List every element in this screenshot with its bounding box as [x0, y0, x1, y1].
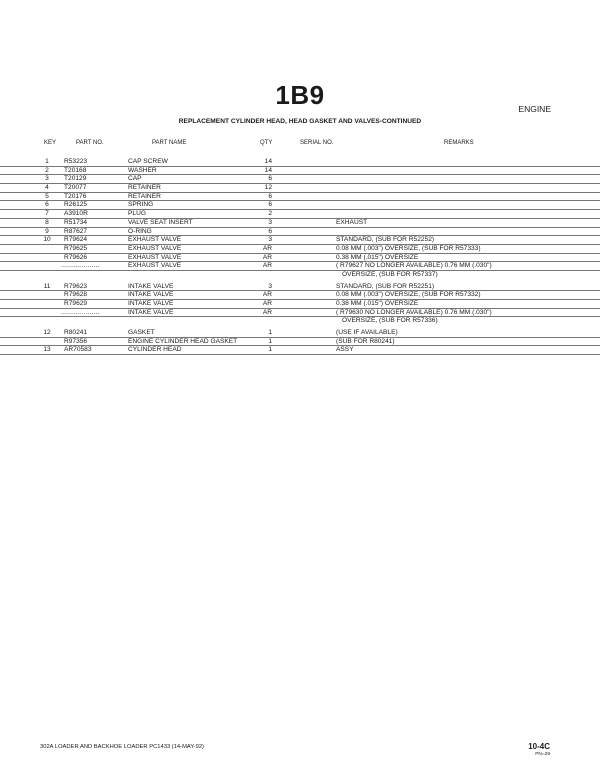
- row-quantity: 14: [264, 166, 272, 174]
- row-remarks: 0.38 MM (.015") OVERSIZE: [336, 253, 419, 261]
- section-subtitle: REPLACEMENT CYLINDER HEAD, HEAD GASKET AND VALVES-CONTINUED: [178, 118, 422, 125]
- row-remarks: 0.38 MM (.015") OVERSIZE: [336, 300, 419, 307]
- table-row: [0, 271, 600, 279]
- table-row: [0, 291, 600, 300]
- row-part-name: EXHAUST VALVE: [128, 253, 182, 261]
- row-part-number: R79623: [64, 282, 88, 290]
- row-key: 9: [45, 227, 49, 235]
- table-row: [0, 346, 600, 355]
- section-label: ENGINE: [518, 104, 551, 114]
- row-quantity: AR: [262, 244, 272, 252]
- row-key: 12: [43, 329, 51, 337]
- row-remarks: (USE IF AVAILABLE): [336, 329, 398, 337]
- row-quantity: 2: [268, 210, 272, 218]
- row-part-number: R79626: [64, 253, 88, 261]
- row-remarks: 0.08 MM (.003") OVERSIZE, (SUB FOR R57333): [336, 244, 481, 252]
- row-quantity: AR: [262, 308, 272, 316]
- footer-document-info: 302A LOADER AND BACKHOE LOADER PC1433 (14-MAY-92): [40, 744, 204, 750]
- table-row: [0, 300, 600, 309]
- row-part-name: EXHAUST VALVE: [128, 262, 182, 270]
- row-part-name: RETAINER: [128, 184, 161, 192]
- row-part-number: R80241: [64, 329, 88, 337]
- table-row: [0, 283, 600, 292]
- row-part-name: PLUG: [128, 210, 146, 218]
- row-part-name: INTAKE VALVE: [128, 282, 174, 290]
- parts-table: [0, 158, 600, 355]
- row-remarks: ( R79627 NO LONGER AVAILABLE) 0.76 MM (.030"): [336, 262, 492, 270]
- table-row: [0, 309, 600, 318]
- row-part-number: R79629: [64, 300, 88, 307]
- table-row: [0, 329, 600, 338]
- column-header-remarks: REMARKS: [444, 140, 474, 146]
- row-part-number: A3910R: [64, 210, 88, 218]
- row-part-number: AR70583: [64, 346, 92, 354]
- row-part-name: EXHAUST VALVE: [128, 244, 182, 252]
- row-part-name: ENGINE CYLINDER HEAD GASKET: [128, 337, 238, 345]
- row-quantity: 1: [268, 346, 272, 354]
- row-remarks: (SUB FOR R80241): [336, 337, 395, 345]
- row-key: 6: [45, 201, 49, 209]
- row-key: 4: [45, 184, 49, 192]
- row-key: 5: [45, 192, 49, 200]
- row-part-number: T20129: [64, 175, 87, 183]
- row-remarks: STANDARD, (SUB FOR R52252): [336, 236, 435, 244]
- column-header-part-no: PART NO.: [76, 140, 104, 146]
- row-part-number: R51734: [64, 218, 88, 226]
- row-key: 7: [45, 210, 49, 218]
- row-part-number: R97356: [64, 337, 88, 345]
- row-remarks: 0.08 MM (.003") OVERSIZE, (SUB FOR R57332): [336, 291, 481, 299]
- row-part-number: R79624: [64, 236, 88, 244]
- row-quantity: AR: [262, 262, 272, 270]
- row-part-name: RETAINER: [128, 192, 161, 200]
- table-row: [0, 158, 600, 167]
- row-key: 13: [43, 346, 51, 354]
- row-quantity: 3: [268, 218, 272, 226]
- page-title: 1B9: [275, 80, 325, 110]
- column-header-qty: QTY: [260, 140, 273, 146]
- row-remarks: ( R79630 NO LONGER AVAILABLE) 0.76 MM (.030"): [336, 308, 492, 316]
- footer-page-number: 10-4C: [528, 742, 550, 751]
- row-quantity: 6: [268, 201, 272, 209]
- table-row: [0, 245, 600, 254]
- row-part-name: O-RING: [128, 227, 152, 235]
- row-remarks: ASSY: [336, 346, 354, 354]
- row-key: 10: [43, 236, 51, 244]
- row-part-number: R26125: [64, 201, 88, 209]
- table-row: [0, 254, 600, 263]
- row-part-number: R79628: [64, 291, 88, 299]
- table-row: [0, 167, 600, 176]
- row-part-name: EXHAUST VALVE: [128, 236, 182, 244]
- table-row: [0, 262, 600, 271]
- row-part-name: CAP SCREW: [128, 158, 168, 165]
- footer-code: PN=29: [535, 752, 550, 757]
- column-header-serial-no: SERIAL NO.: [300, 140, 334, 146]
- column-header-key: KEY: [44, 140, 57, 146]
- row-part-name: CYLINDER HEAD: [128, 346, 182, 354]
- row-quantity: AR: [262, 300, 272, 307]
- row-remarks: OVERSIZE, (SUB FOR R57337): [342, 270, 438, 278]
- table-row: [0, 201, 600, 210]
- row-part-number: T20176: [64, 192, 87, 200]
- table-row: [0, 338, 600, 347]
- row-quantity: 6: [268, 192, 272, 200]
- row-key: 3: [45, 175, 49, 183]
- table-row: [0, 193, 600, 202]
- row-key: 8: [45, 218, 49, 226]
- column-header-part-name: PART NAME: [152, 140, 187, 146]
- row-quantity: 6: [268, 227, 272, 235]
- row-quantity: AR: [262, 253, 272, 261]
- row-part-name: INTAKE VALVE: [128, 300, 174, 307]
- row-part-placeholder: ...................: [61, 262, 100, 270]
- row-part-number: R87627: [64, 227, 88, 235]
- row-part-number: T20077: [64, 184, 87, 192]
- row-remarks: STANDARD, (SUB FOR R52251): [336, 282, 435, 290]
- table-row: [0, 228, 600, 237]
- row-part-number: R79625: [64, 244, 88, 252]
- row-quantity: AR: [262, 291, 272, 299]
- row-part-name: GASKET: [128, 329, 155, 337]
- row-part-name: VALVE SEAT INSERT: [128, 218, 193, 226]
- row-part-number: R53223: [64, 158, 88, 165]
- row-quantity: 6: [268, 175, 272, 183]
- table-row: [0, 317, 600, 325]
- table-row: [0, 210, 600, 219]
- row-part-name: SPRING: [128, 201, 154, 209]
- row-quantity: 3: [268, 282, 272, 290]
- row-part-name: WASHER: [128, 166, 157, 174]
- row-quantity: 12: [264, 184, 272, 192]
- table-row: [0, 236, 600, 245]
- table-row: [0, 219, 600, 228]
- row-part-placeholder: ...................: [61, 308, 100, 316]
- row-quantity: 3: [268, 236, 272, 244]
- row-key: 2: [45, 166, 49, 174]
- table-row: [0, 184, 600, 193]
- row-key: 1: [45, 158, 49, 165]
- row-quantity: 1: [268, 329, 272, 337]
- row-quantity: 1: [268, 337, 272, 345]
- row-remarks: EXHAUST: [336, 218, 368, 226]
- row-part-name: CAP: [128, 175, 142, 183]
- row-part-name: INTAKE VALVE: [128, 291, 174, 299]
- row-remarks: OVERSIZE, (SUB FOR R57336): [342, 317, 438, 325]
- row-part-name: INTAKE VALVE: [128, 308, 174, 316]
- table-row: [0, 175, 600, 184]
- row-key: 11: [43, 282, 51, 290]
- row-part-number: T20168: [64, 166, 87, 174]
- row-quantity: 14: [264, 158, 272, 165]
